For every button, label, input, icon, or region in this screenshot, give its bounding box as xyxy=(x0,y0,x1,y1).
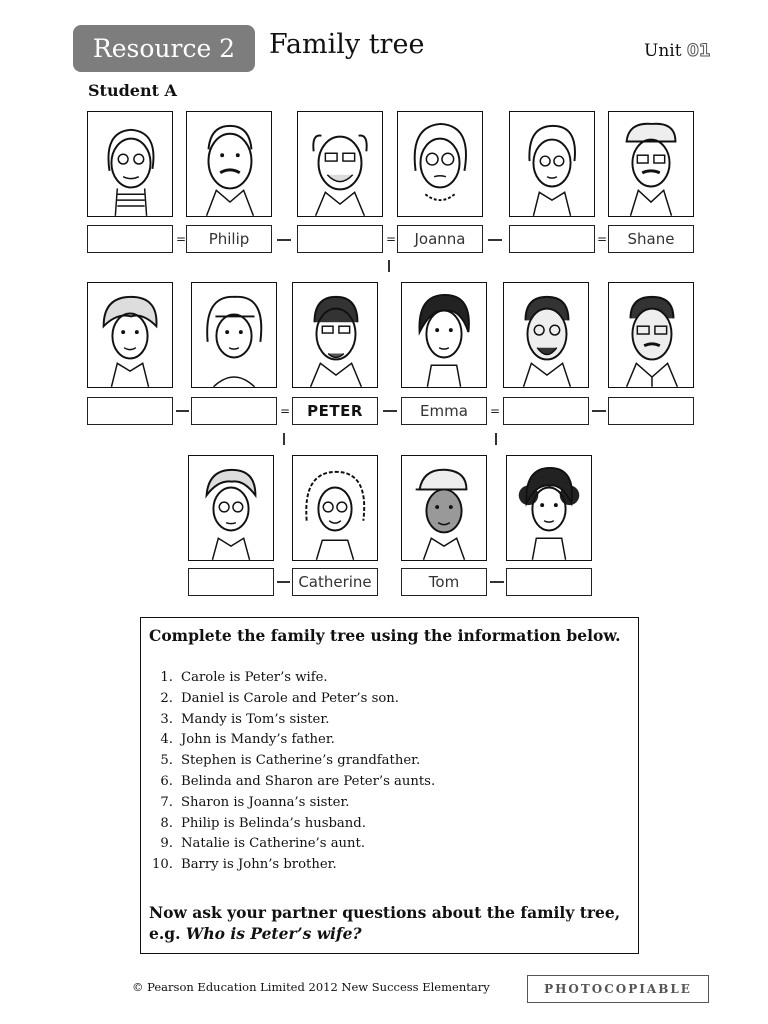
unit-indicator xyxy=(644,41,711,61)
sibling-line xyxy=(277,239,291,241)
clue-item xyxy=(149,816,435,837)
clue-text: Carole is Peter’s wife. xyxy=(181,670,328,685)
clue-item xyxy=(149,774,435,795)
clue-number: 7. xyxy=(160,794,173,810)
portrait-mandy xyxy=(506,455,592,561)
name-box-2-6[interactable] xyxy=(608,397,694,425)
sibling-line xyxy=(176,410,189,412)
sibling-line xyxy=(592,410,606,412)
clue-text: John is Mandy’s father. xyxy=(181,732,335,748)
clue-number: 4. xyxy=(160,732,173,748)
copyright: © Pearson Education Limited 2012 New Success Elementary xyxy=(132,980,490,994)
descent-line xyxy=(495,433,497,445)
portrait-grandmother xyxy=(87,111,173,217)
portrait-tom xyxy=(401,455,487,561)
marriage-symbol: = xyxy=(386,232,397,246)
clue-list xyxy=(149,670,435,878)
name-box-1-5[interactable] xyxy=(509,225,595,253)
name-box-emma[interactable]: Emma xyxy=(401,397,487,425)
clue-item xyxy=(149,732,435,753)
clue-item xyxy=(149,795,435,816)
portrait-uncle-2 xyxy=(608,282,694,388)
descent-line xyxy=(388,260,390,272)
unit-label: Unit xyxy=(644,41,682,61)
clue-text: Sharon is Joanna’s sister. xyxy=(181,794,350,810)
clue-text: Mandy is Tom’s sister. xyxy=(181,711,330,727)
clue-number: 9. xyxy=(160,836,173,852)
portrait-catherine xyxy=(292,455,378,561)
portrait-shane xyxy=(608,111,694,217)
name-box-3-1[interactable] xyxy=(188,568,274,596)
marriage-symbol: = xyxy=(490,404,501,418)
marriage-symbol: = xyxy=(176,232,187,246)
photocopiable-stamp: PHOTOCOPIABLE xyxy=(527,975,709,1003)
clue-text: Stephen is Catherine’s grandfather. xyxy=(181,753,421,769)
clue-number: 8. xyxy=(160,815,173,831)
clue-number: 1. xyxy=(160,670,173,685)
task-footer-eg: e.g. xyxy=(149,924,181,943)
name-box-philip[interactable]: Philip xyxy=(186,225,272,253)
name-box-1-1[interactable] xyxy=(87,225,173,253)
portrait-emma xyxy=(401,282,487,388)
clue-text: Belinda and Sharon are Peter’s aunts. xyxy=(181,773,436,789)
task-footer xyxy=(149,902,633,944)
task-footer-example: Who is Peter’s wife? xyxy=(185,924,362,943)
name-box-2-5[interactable] xyxy=(503,397,589,425)
clue-item xyxy=(149,691,435,712)
sibling-line xyxy=(490,581,504,583)
name-box-2-2[interactable] xyxy=(191,397,277,425)
clue-text: Natalie is Catherine’s aunt. xyxy=(181,836,366,852)
portrait-grandfather xyxy=(297,111,383,217)
name-box-tom[interactable]: Tom xyxy=(401,568,487,596)
name-box-2-1[interactable] xyxy=(87,397,173,425)
name-box-shane[interactable]: Shane xyxy=(608,225,694,253)
student-label: Student A xyxy=(88,81,177,100)
name-box-peter[interactable]: PETER xyxy=(292,397,378,425)
clue-text: Daniel is Carole and Peter’s son. xyxy=(181,690,399,706)
sibling-line xyxy=(277,581,290,583)
clue-item xyxy=(149,836,435,857)
name-box-joanna[interactable]: Joanna xyxy=(397,225,483,253)
clue-number: 6. xyxy=(160,773,173,789)
page-title: Family tree xyxy=(269,29,425,60)
clue-number: 3. xyxy=(160,711,173,727)
task-heading: Complete the family tree using the information below. xyxy=(149,626,621,645)
sibling-line xyxy=(488,239,502,241)
portrait-joanna xyxy=(397,111,483,217)
portrait-peter xyxy=(292,282,378,388)
clue-text: Philip is Belinda’s husband. xyxy=(181,815,366,831)
clue-item xyxy=(149,712,435,733)
name-box-3-4[interactable] xyxy=(506,568,592,596)
portrait-daniel xyxy=(188,455,274,561)
clue-number: 10. xyxy=(152,857,173,873)
clue-item xyxy=(149,857,435,878)
resource-badge: Resource 2 xyxy=(73,25,255,72)
task-footer-line: Now ask your partner questions about the family tree, xyxy=(149,903,621,922)
instruction-box xyxy=(140,617,639,954)
marriage-symbol: = xyxy=(597,232,608,246)
marriage-symbol: = xyxy=(280,404,291,418)
sibling-line xyxy=(383,410,397,412)
clue-number: 5. xyxy=(160,753,173,769)
portrait-uncle-1 xyxy=(503,282,589,388)
portrait-aunt-2 xyxy=(191,282,277,388)
portrait-aunt-1 xyxy=(87,282,173,388)
clue-number: 2. xyxy=(160,690,173,706)
clue-item xyxy=(149,670,435,691)
descent-line xyxy=(283,433,285,445)
unit-number: 01 xyxy=(686,41,711,61)
portrait-philip xyxy=(186,111,272,217)
name-box-catherine[interactable]: Catherine xyxy=(292,568,378,596)
clue-text: Barry is John’s brother. xyxy=(181,857,337,873)
clue-item xyxy=(149,753,435,774)
name-box-1-3[interactable] xyxy=(297,225,383,253)
portrait-grandaunt xyxy=(509,111,595,217)
